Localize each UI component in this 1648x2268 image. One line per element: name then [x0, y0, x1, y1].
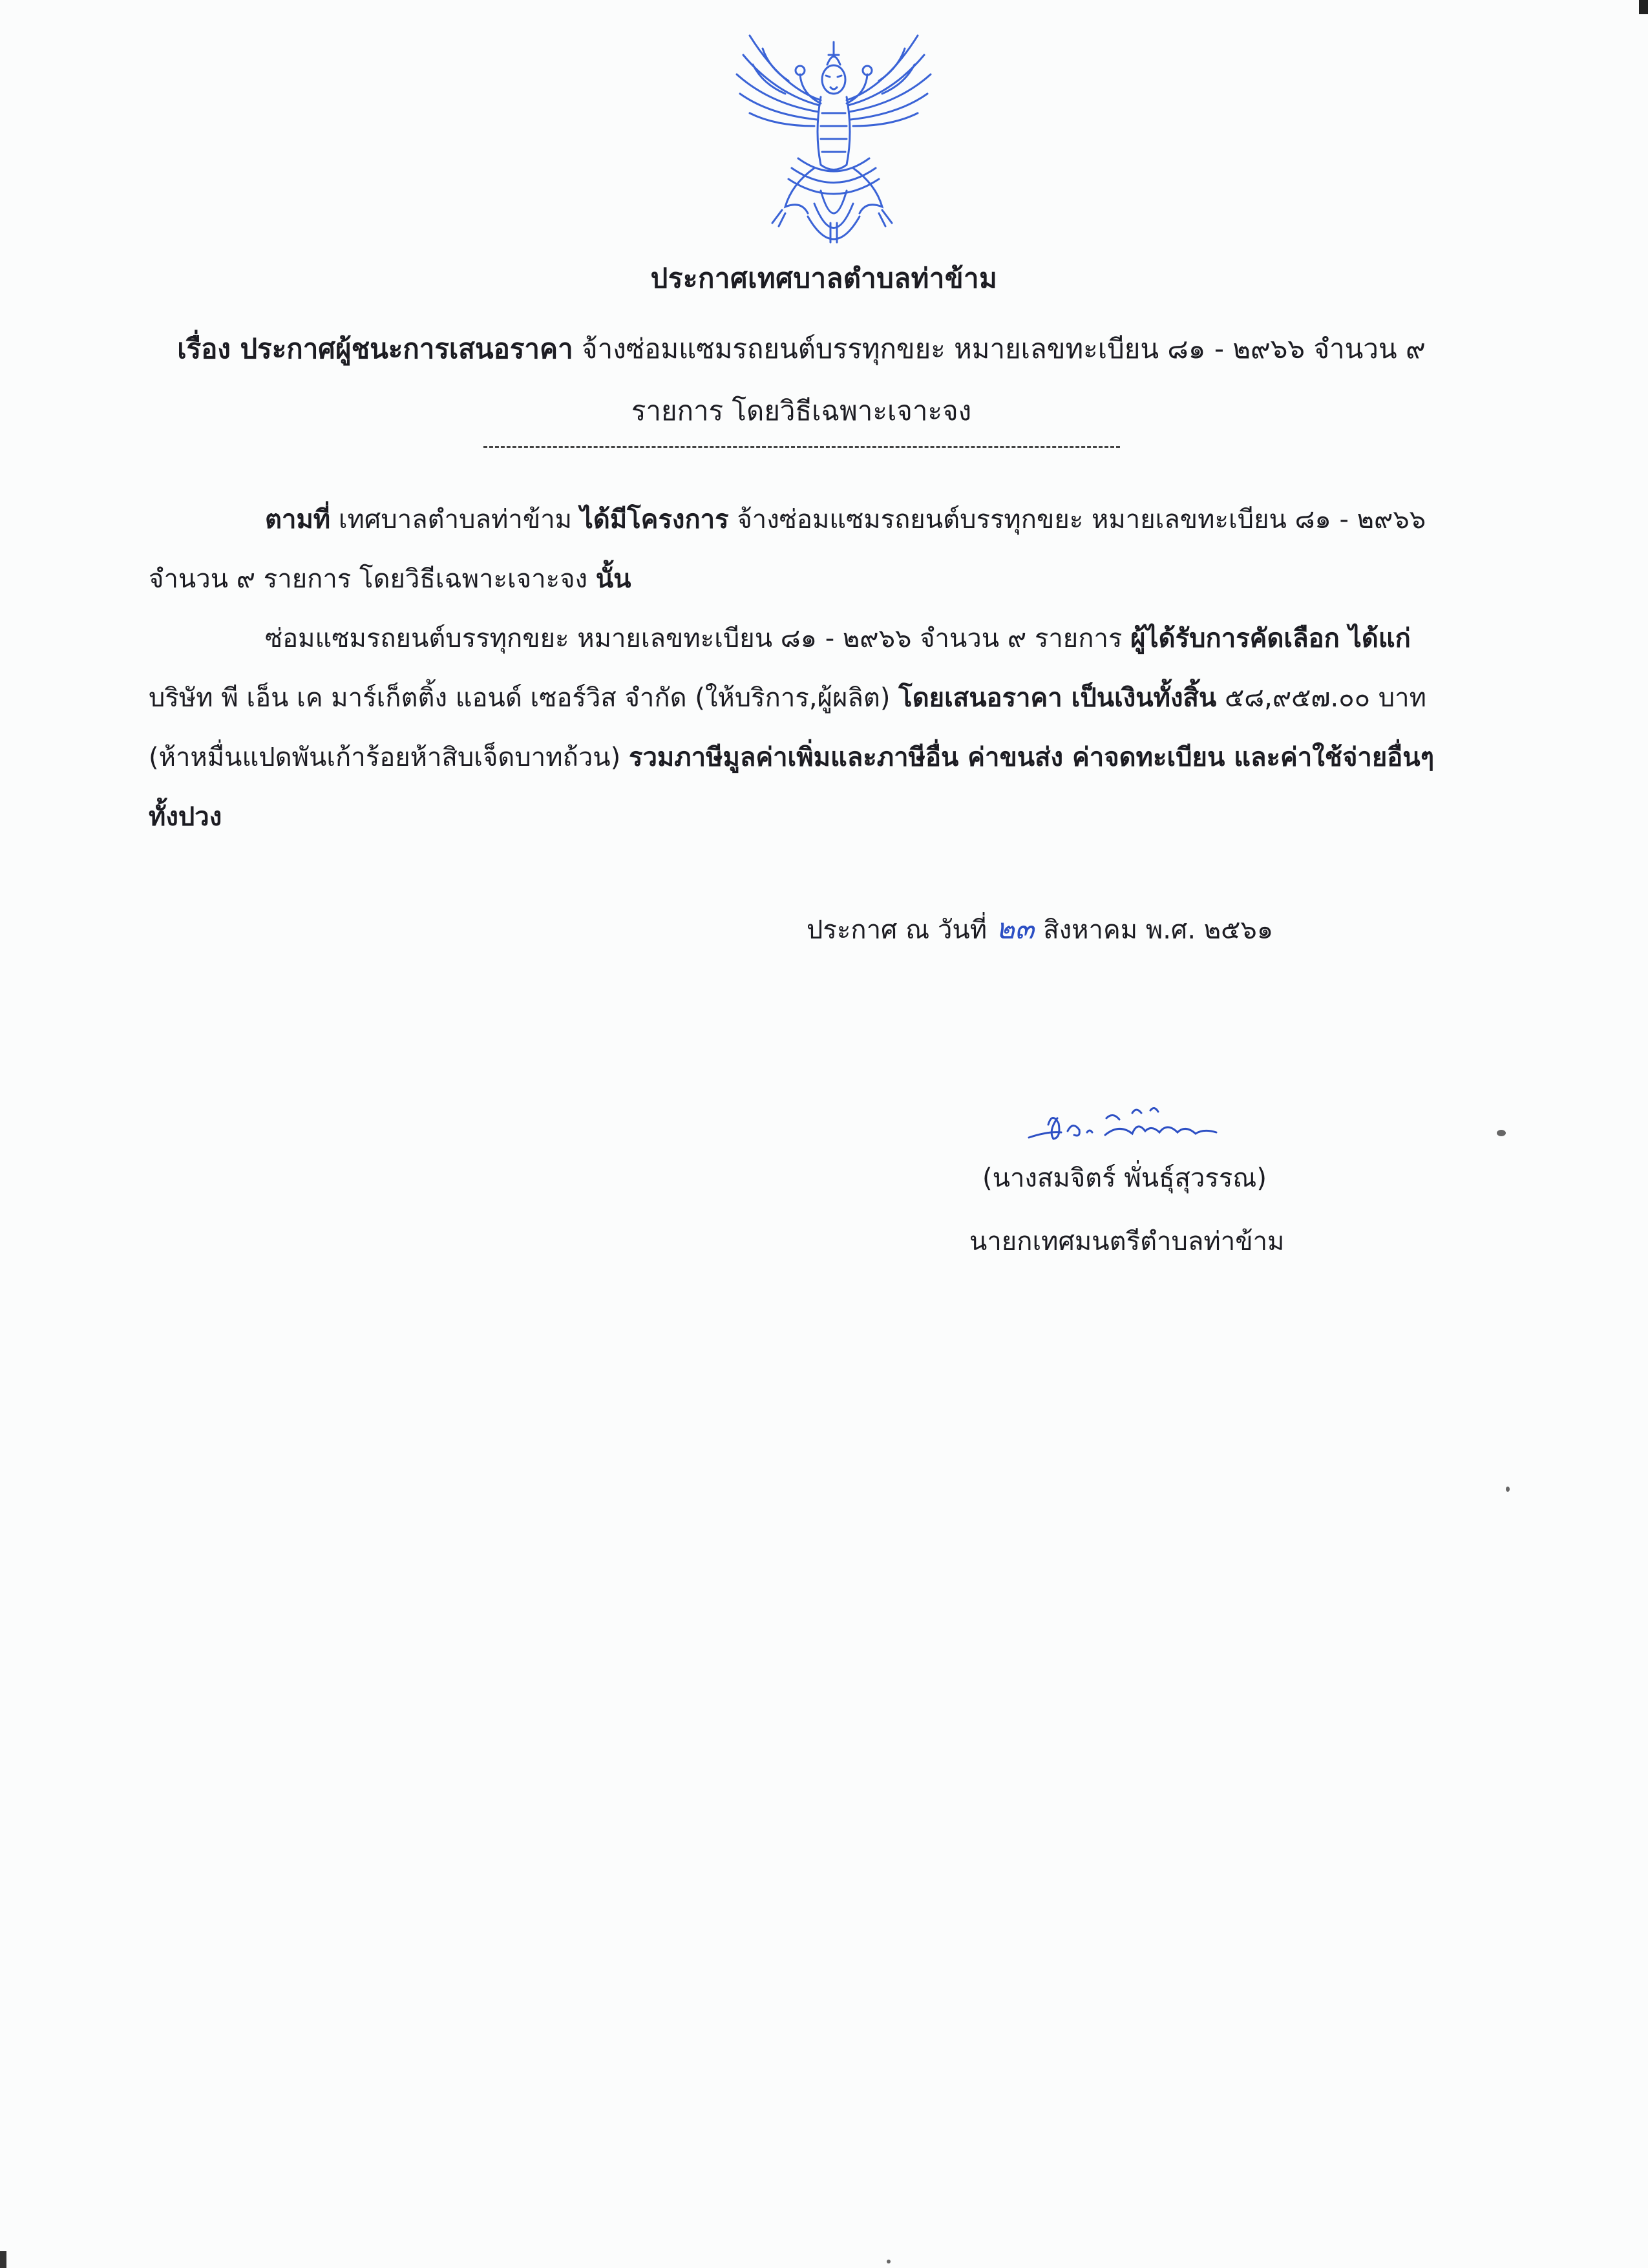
signature-scribble-icon: [1022, 1092, 1236, 1157]
garuda-emblem-icon: [724, 29, 944, 262]
scan-edge-mark-bottom: [0, 2251, 6, 2268]
subject-label: เรื่อง ประกาศผู้ชนะการเสนอราคา: [177, 333, 573, 365]
p2-bold3: รวมภาษีมูลค่าเพิ่มและภาษีอื่น ค่าขนส่ง ค่าจดทะเบียน และค่าใช้จ่ายอื่นๆ ทั้งปวง: [149, 743, 1435, 832]
scan-speck: [887, 2260, 891, 2263]
announcement-subject: [155, 318, 1448, 442]
p2-part2: บริษัท พี เอ็น เค มาร์เก็ตติ้ง แอนด์ เซอร์วิส จำกัด (ให้บริการ,ผู้ผลิต): [149, 683, 899, 713]
p2-part3: ๕๘,๙๕๗.๐๐ บาท (ห้าหมื่นแปดพันเก้าร้อยห้าสิบเจ็ดบาทถ้วน): [149, 683, 1426, 772]
p1-lead: ตามที่: [265, 505, 331, 535]
date-month-year: สิงหาคม พ.ศ. ๒๕๖๑: [1043, 915, 1274, 945]
p1-part1: เทศบาลตำบลท่าข้าม: [330, 505, 580, 535]
subject-text: จ้างซ่อมแซมรถยนต์บรรทุกขยะ หมายเลขทะเบียน ๘๑ - ๒๙๖๖ จำนวน ๙ รายการ โดยวิธีเฉพาะเจาะจง: [573, 333, 1426, 427]
divider-line: [483, 446, 1120, 448]
scan-speck: [1506, 1487, 1510, 1492]
date-prefix: ประกาศ ณ วันที่: [807, 915, 988, 945]
announcement-title: ประกาศเทศบาลตำบลท่าข้าม: [650, 262, 998, 294]
signer-name: (นางสมจิตร์ พั่นธุ์สุวรรณ): [982, 1163, 1267, 1193]
date-day-handwritten: ๒๓: [996, 913, 1035, 946]
p2-bold1: ผู้ได้รับการคัดเลือก ได้แก่: [1130, 624, 1411, 653]
p1-end: นั้น: [595, 564, 631, 594]
announcement-date: [807, 906, 1273, 951]
p1-bold2: ได้มีโครงการ: [580, 505, 729, 535]
paragraph-winner: [149, 609, 1441, 847]
p2-part1: ซ่อมแซมรถยนต์บรรทุกขยะ หมายเลขทะเบียน ๘๑ - ๒๙๖๖ จำนวน ๙ รายการ: [265, 624, 1131, 653]
signer-position: นายกเทศมนตรีตำบลท่าข้าม: [969, 1227, 1285, 1256]
p2-bold2: โดยเสนอราคา เป็นเงินทั้งสิ้น: [898, 683, 1217, 713]
p1-part2: จ้างซ่อมแซมรถยนต์บรรทุกขยะ หมายเลขทะเบียน ๘๑ - ๒๙๖๖ จำนวน ๙ รายการ โดยวิธีเฉพาะเจาะจง: [149, 505, 1426, 594]
scan-edge-mark: [1639, 0, 1648, 14]
scan-speck: [1497, 1130, 1506, 1136]
paragraph-intro: [149, 490, 1441, 609]
